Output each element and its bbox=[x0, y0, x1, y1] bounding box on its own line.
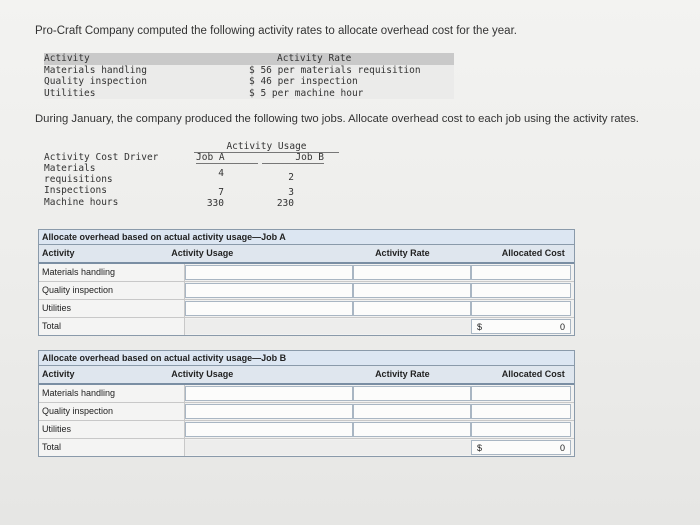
activity-rate-input[interactable] bbox=[353, 283, 471, 298]
job-a-table-title: Allocate overhead based on actual activity usage—Job A bbox=[39, 230, 574, 245]
usage-row-label: Inspections bbox=[44, 185, 107, 196]
header-activity: Activity bbox=[42, 369, 75, 379]
activity-usage-input[interactable] bbox=[185, 386, 353, 401]
job-a-row-quality bbox=[39, 282, 574, 300]
usage-group-header: Activity Usage bbox=[194, 141, 339, 153]
usage-job-b-value: 2 bbox=[288, 172, 294, 183]
usage-driver-header: Activity Cost Driver bbox=[44, 152, 159, 163]
row-label: Materials handling bbox=[39, 264, 185, 281]
usage-row-label: requisitions bbox=[44, 174, 113, 185]
usage-job-a-header: Job A bbox=[196, 152, 258, 164]
job-b-header-row bbox=[39, 366, 574, 385]
allocated-cost-input[interactable] bbox=[471, 265, 571, 280]
rates-row bbox=[44, 88, 454, 100]
usage-job-a-value: 7 bbox=[218, 187, 224, 198]
empty-cell bbox=[353, 440, 471, 455]
job-a-header-row bbox=[39, 245, 574, 264]
activity-rate-input[interactable] bbox=[353, 386, 471, 401]
activity-usage-input[interactable] bbox=[185, 283, 353, 298]
header-allocated-cost: Allocated Cost bbox=[501, 369, 565, 379]
allocated-cost-input[interactable] bbox=[471, 283, 571, 298]
job-b-row-materials bbox=[39, 385, 574, 403]
rates-rate: $ 5 per machine hour bbox=[249, 87, 364, 99]
job-a-row-total bbox=[39, 318, 574, 335]
total-label: Total bbox=[39, 318, 185, 335]
usage-row-label: Materials bbox=[44, 163, 96, 174]
activity-rate-input[interactable] bbox=[353, 265, 471, 280]
header-allocated-cost: Allocated Cost bbox=[501, 248, 565, 258]
job-b-row-total bbox=[39, 439, 574, 456]
rates-row bbox=[44, 76, 454, 88]
row-label: Utilities bbox=[39, 300, 185, 317]
rates-rate: $ 46 per inspection bbox=[249, 76, 358, 87]
currency-symbol: $ bbox=[477, 322, 483, 332]
activity-usage-input[interactable] bbox=[185, 422, 353, 437]
row-label: Quality inspection bbox=[39, 282, 185, 299]
activity-rate-input[interactable] bbox=[353, 301, 471, 316]
job-b-row-utilities bbox=[39, 421, 574, 439]
usage-job-a-value: 4 bbox=[218, 168, 224, 179]
job-a-row-utilities bbox=[39, 300, 574, 318]
rates-activity: Utilities bbox=[44, 87, 96, 99]
currency-symbol: $ bbox=[477, 443, 483, 453]
allocated-cost-input[interactable] bbox=[471, 386, 571, 401]
activity-usage-input[interactable] bbox=[185, 265, 353, 280]
usage-row-label: Machine hours bbox=[44, 197, 119, 208]
allocated-cost-input[interactable] bbox=[471, 404, 571, 419]
rates-rate: $ 56 per materials requisition bbox=[249, 64, 421, 76]
usage-job-b-value: 230 bbox=[276, 198, 294, 209]
header-activity-rate: Activity Rate bbox=[375, 369, 430, 379]
total-value: 0 bbox=[559, 443, 565, 453]
job-a-allocation-table bbox=[38, 229, 575, 336]
activity-rate-input[interactable] bbox=[353, 404, 471, 419]
row-label: Materials handling bbox=[39, 385, 185, 402]
intro-text: Pro-Craft Company computed the following activity rates to allocate overhead cost for the year. bbox=[35, 25, 517, 37]
activity-rate-input[interactable] bbox=[353, 422, 471, 437]
job-b-row-quality bbox=[39, 403, 574, 421]
activity-usage-input[interactable] bbox=[185, 404, 353, 419]
allocated-cost-input[interactable] bbox=[471, 422, 571, 437]
rates-header-rate: Activity Rate bbox=[277, 53, 352, 64]
total-value: 0 bbox=[559, 322, 565, 332]
usage-job-b-header: Job B bbox=[262, 152, 324, 164]
rates-header-row bbox=[44, 53, 454, 65]
allocated-cost-input[interactable] bbox=[471, 301, 571, 316]
row-label: Quality inspection bbox=[39, 403, 185, 420]
usage-job-a-value: 330 bbox=[206, 198, 224, 209]
job-b-table-title: Allocate overhead based on actual activity usage—Job B bbox=[39, 351, 574, 366]
header-activity: Activity bbox=[42, 248, 75, 258]
rates-row bbox=[44, 65, 454, 77]
header-activity-usage: Activity Usage bbox=[171, 248, 234, 258]
rates-activity: Quality inspection bbox=[44, 76, 147, 87]
row-label: Utilities bbox=[39, 421, 185, 438]
activity-rates-table bbox=[44, 53, 454, 99]
activity-usage-input[interactable] bbox=[185, 301, 353, 316]
empty-cell bbox=[185, 319, 353, 334]
header-activity-rate: Activity Rate bbox=[375, 248, 430, 258]
empty-cell bbox=[185, 440, 353, 455]
empty-cell bbox=[353, 319, 471, 334]
usage-job-b-value: 3 bbox=[288, 187, 294, 198]
job-b-allocation-table bbox=[38, 350, 575, 457]
header-activity-usage: Activity Usage bbox=[171, 369, 234, 379]
total-allocated-cost bbox=[471, 440, 571, 455]
job-a-row-materials bbox=[39, 264, 574, 282]
rates-header-activity: Activity bbox=[44, 53, 90, 64]
total-label: Total bbox=[39, 439, 185, 456]
instructions-text: During January, the company produced the following two jobs. Allocate overhead cost to each job using the activity rates. bbox=[35, 113, 639, 125]
total-allocated-cost bbox=[471, 319, 571, 334]
rates-activity: Materials handling bbox=[44, 64, 147, 76]
